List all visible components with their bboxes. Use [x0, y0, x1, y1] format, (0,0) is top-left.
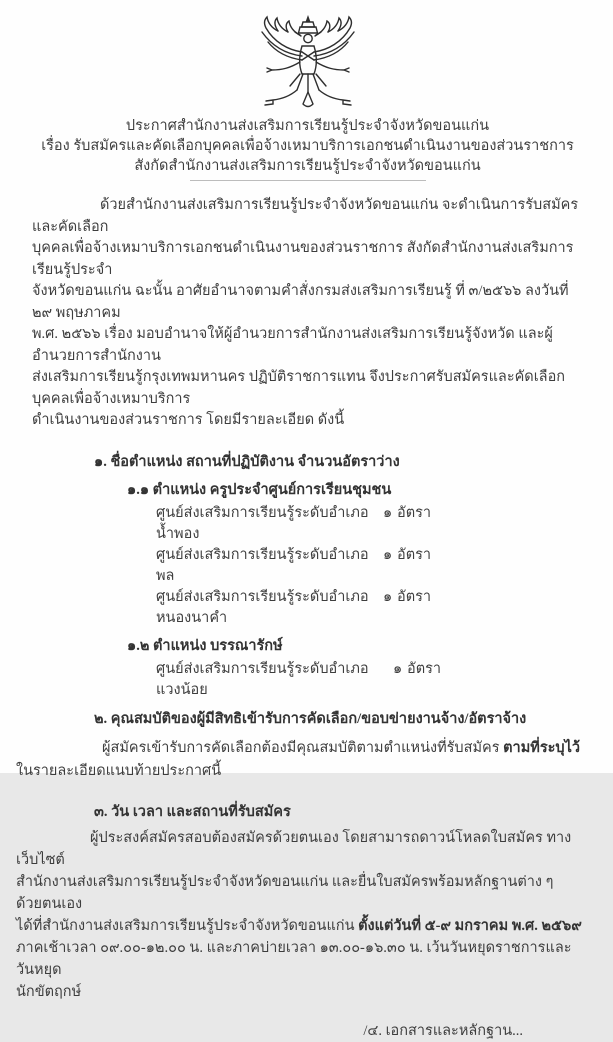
section-1-heading: ๑. ชื่อตำแหน่ง สถานที่ปฏิบัติงาน จำนวนอัตราว่าง: [94, 453, 400, 470]
position-count: ๑: [383, 546, 393, 563]
position-place: ศูนย์ส่งเสริมการเรียนรู้ระดับอำเภอแวงน้อย: [156, 660, 369, 698]
page-continuation-note: /๔. เอกสารและหลักฐาน...: [363, 1022, 523, 1039]
section-1-1-subheading: ๑.๑ ตำแหน่ง ครูประจำศูนย์การเรียนชุมชน: [127, 481, 392, 498]
position-place: ศูนย์ส่งเสริมการเรียนรู้ระดับอำเภอหนองนาคำ: [156, 588, 369, 626]
title-line-1: ประกาศสำนักงานส่งเสริมการเรียนรู้ประจำจังหวัดขอนแก่น: [125, 118, 490, 134]
section-1-2-subheading: ๑.๒ ตำแหน่ง บรรณารักษ์: [127, 637, 283, 654]
position-unit: อัตรา: [397, 504, 432, 521]
qualification-text: ผู้สมัครเข้ารับการคัดเลือกต้องมีคุณสมบัติตามตำแหน่งที่รับสมัคร: [102, 739, 504, 756]
position-row: [156, 503, 583, 545]
section-3-paragraph: [16, 827, 583, 1003]
section-3-line: นักขัตฤกษ์: [16, 983, 82, 1000]
position-count: ๑: [383, 504, 393, 521]
intro-line: บุคคลเพื่อจ้างเหมาบริการเอกชนดำเนินงานของส่วนราชการ สังกัดสำนักงานส่งเสริมการเรียนรู้ประจำ: [32, 240, 574, 278]
position-unit: อัตรา: [407, 660, 442, 677]
apply-date-bold-text: ตั้งแต่วันที่ ๕-๙ มกราคม พ.ศ. ๒๕๖๙: [358, 917, 582, 934]
emblem-container: [32, 0, 583, 110]
apply-place-text: ได้ที่สำนักงานส่งเสริมการเรียนรู้ประจำจังหวัดขอนแก่น: [16, 917, 359, 934]
section-2-heading: ๒. คุณสมบัติของผู้มีสิทธิเข้ารับการคัดเลือก/ขอบข่ายงานจ้าง/อัตราจ้าง: [94, 710, 527, 727]
position-rows-1-1: [156, 503, 583, 629]
section-3-line: ผู้ประสงค์สมัครสอบต้องสมัครด้วยตนเอง โดยสามารถดาวน์โหลดใบสมัคร ทางเว็บไซต์: [16, 829, 572, 868]
intro-line: ดำเนินงานของส่วนราชการ โดยมีรายละเอียด ดังนี้: [32, 412, 345, 428]
position-rows-1-2: [156, 659, 583, 701]
section-3-heading: ๓. วัน เวลา และสถานที่รับสมัคร: [94, 803, 291, 820]
position-unit: อัตรา: [397, 546, 432, 563]
title-divider: [190, 180, 426, 181]
section-3-line: สำนักงานส่งเสริมการเรียนรู้ประจำจังหวัดขอนแก่น และยื่นใบสมัครพร้อมหลักฐานต่าง ๆ ด้วยตนเอง: [16, 873, 554, 912]
position-place: ศูนย์ส่งเสริมการเรียนรู้ระดับอำเภอน้ำพอง: [156, 504, 369, 542]
intro-line: จังหวัดขอนแก่น ฉะนั้น อาศัยอำนาจตามคำสั่งกรมส่งเสริมการเรียนรู้ ที่ ๓/๒๕๖๖ ลงวันที่ ๒๙ พฤษภาคม: [32, 283, 569, 321]
position-row: [156, 587, 583, 629]
title-line-2: เรื่อง รับสมัครและคัดเลือกบุคคลเพื่อจ้างเหมาบริการเอกชนดำเนินงานของส่วนราชการ: [41, 138, 574, 154]
intro-line: ส่งเสริมการเรียนรู้กรุงเทพมหานคร ปฏิบัติราชการแทน จึงประกาศรับสมัครและคัดเลือกบุคคลเพื่อจ้างเหมาบริการ: [32, 369, 566, 407]
section-2-line: ในรายละเอียดแนบท้ายประกาศนี้: [16, 762, 222, 779]
section-2-line: [16, 737, 583, 760]
position-row: [156, 545, 583, 587]
intro-paragraph: [32, 195, 583, 432]
position-count: ๑: [383, 588, 393, 605]
position-row: [156, 659, 583, 701]
document-title-block: [32, 116, 583, 176]
section-3-line: [16, 915, 583, 937]
position-unit: อัตรา: [397, 588, 432, 605]
garuda-emblem-icon: [242, 14, 374, 110]
section-3-line: ภาคเช้าเวลา ๐๙.๐๐-๑๒.๐๐ น. และภาคบ่ายเวลา ๑๓.๐๐-๑๖.๓๐ น. เว้นวันหยุดราชการและวันหยุด: [16, 939, 572, 978]
position-count: ๑: [393, 660, 403, 677]
position-place: ศูนย์ส่งเสริมการเรียนรู้ระดับอำเภอพล: [156, 546, 369, 584]
intro-line: พ.ศ. ๒๕๖๖ เรื่อง มอบอำนาจให้ผู้อำนวยการสำนักงานส่งเสริมการเรียนรู้จังหวัด และผู้อำนวยการสำนักงาน: [32, 326, 553, 364]
section-2-paragraph: [16, 737, 583, 783]
intro-line: ด้วยสำนักงานส่งเสริมการเรียนรู้ประจำจังหวัดขอนแก่น จะดำเนินการรับสมัครและคัดเลือก: [32, 197, 579, 235]
qualification-bold-text: ตามที่ระบุไว้: [503, 739, 581, 756]
title-line-3: สังกัดสำนักงานส่งเสริมการเรียนรู้ประจำจังหวัดขอนแก่น: [134, 158, 481, 174]
